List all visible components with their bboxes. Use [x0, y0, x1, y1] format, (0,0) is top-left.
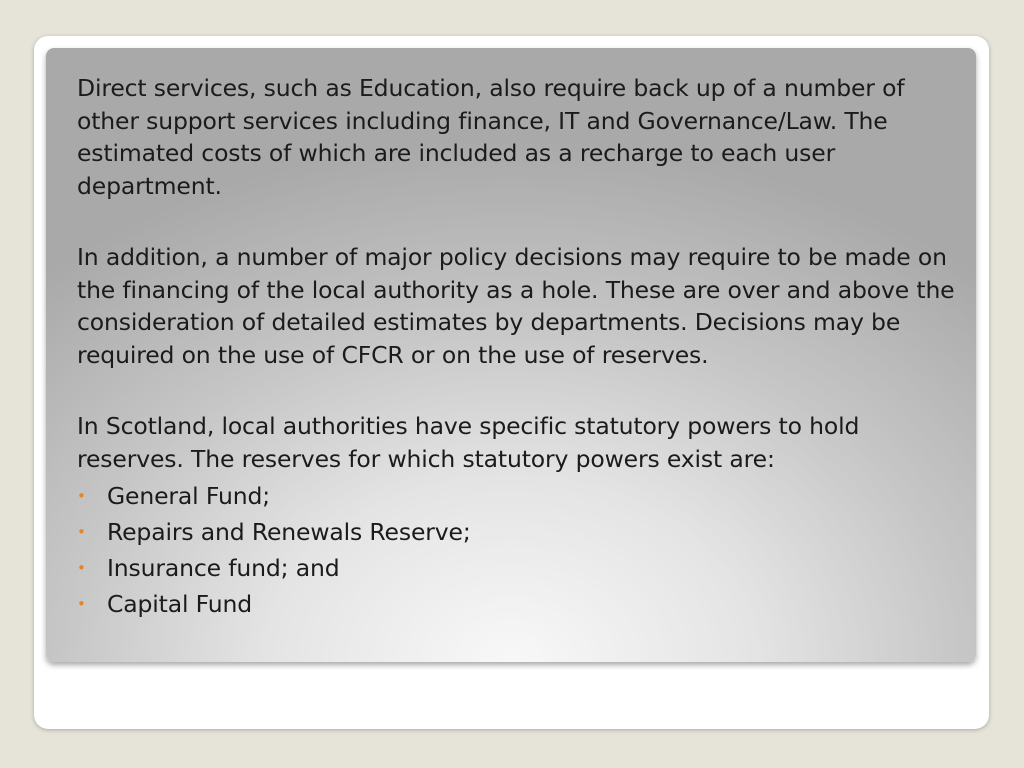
list-item: [77, 550, 965, 586]
bullet-dot-icon: •: [77, 487, 86, 505]
list-item: [77, 478, 965, 514]
list-item-label: Repairs and Renewals Reserve;: [107, 518, 471, 546]
paragraph-scotland-reserves: In Scotland, local authorities have specific statutory powers to hold reserves. The reserves for which statutory powers exist are:: [77, 412, 860, 473]
bullet-dot-icon: •: [77, 523, 86, 541]
list-item-label: General Fund;: [107, 482, 270, 510]
paragraph-policy-decisions: In addition, a number of major policy decisions may require to be made on the financing of the local authority as a hole. These are over and above the consideration of detailed estimates by departments. Decisions may be required on the use of CFCR or on the use of reserves.: [77, 243, 955, 369]
list-item-label: Capital Fund: [107, 590, 253, 618]
bullet-dot-icon: •: [77, 559, 86, 577]
list-item: [77, 586, 965, 622]
list-item: [77, 514, 965, 550]
list-item-label: Insurance fund; and: [107, 554, 340, 582]
reserves-list: [77, 478, 965, 622]
bullet-dot-icon: •: [77, 595, 86, 613]
paragraph-support-services: Direct services, such as Education, also require back up of a number of other support services including finance, IT and Governance/Law. The estimated costs of which are included as a recharge to each user department.: [77, 74, 905, 200]
slide-content: [77, 72, 965, 622]
